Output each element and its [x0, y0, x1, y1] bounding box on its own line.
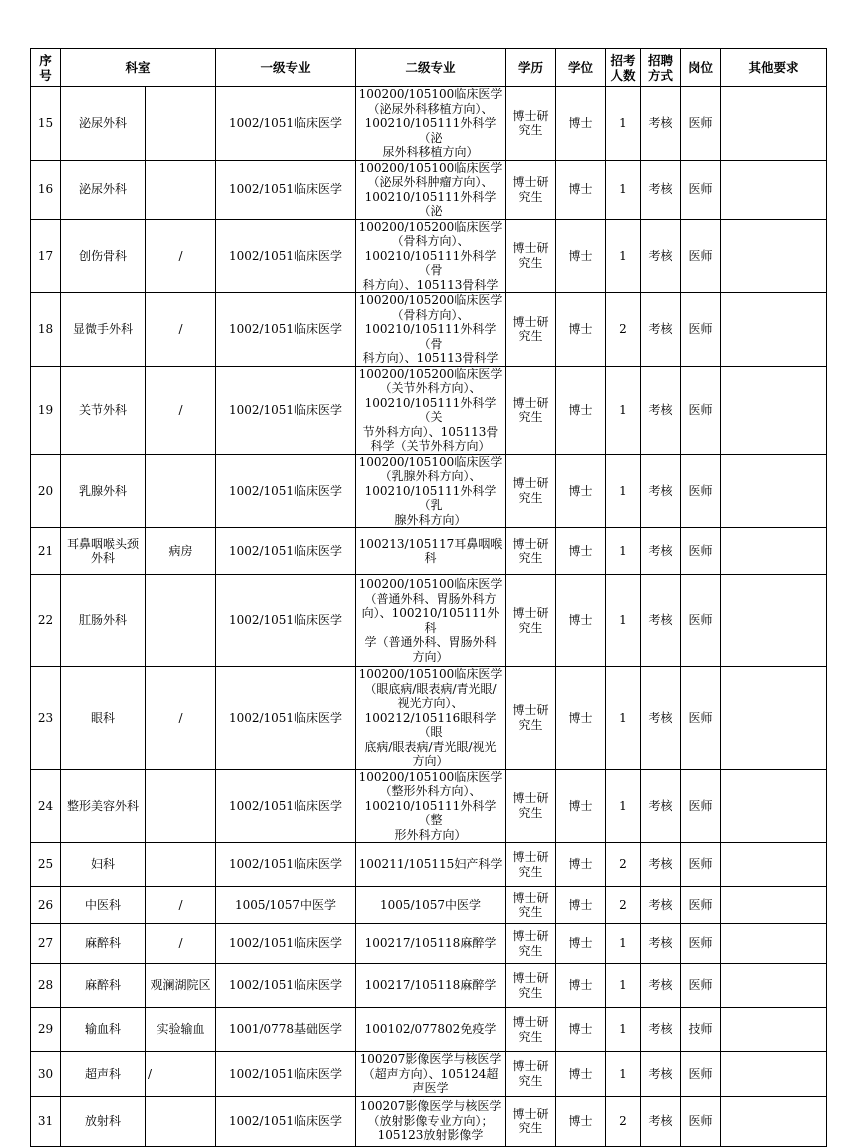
cell-education: 博士研 究生 — [506, 924, 556, 964]
cell-education: 博士研 究生 — [506, 964, 556, 1008]
cell-degree: 博士 — [556, 575, 606, 667]
cell-major2: 100200/105100临床医学 （眼底病/眼表病/青光眼/ 视光方向）、 100212/105116眼科学（眼 底病/眼表病/青光眼/视光 方向） — [356, 667, 506, 770]
cell-other — [721, 769, 827, 843]
cell-sub: / — [146, 667, 216, 770]
cell-other — [721, 887, 827, 924]
table-row — [31, 843, 827, 887]
cell-degree: 博士 — [556, 887, 606, 924]
cell-major1: 1002/1051临床医学 — [216, 1052, 356, 1097]
cell-position: 医师 — [681, 87, 721, 161]
cell-count: 1 — [606, 160, 641, 219]
cell-major1: 1002/1051临床医学 — [216, 1096, 356, 1146]
cell-other — [721, 528, 827, 575]
cell-position: 医师 — [681, 924, 721, 964]
cell-education: 博士研 究生 — [506, 219, 556, 293]
cell-position: 医师 — [681, 843, 721, 887]
cell-seq: 15 — [31, 87, 61, 161]
cell-count: 1 — [606, 1052, 641, 1097]
cell-other — [721, 1096, 827, 1146]
cell-degree: 博士 — [556, 924, 606, 964]
cell-major1: 1002/1051临床医学 — [216, 219, 356, 293]
cell-dept: 泌尿外科 — [61, 160, 146, 219]
cell-major2: 100200/105200临床医学 （骨科方向）、 100210/105111外科学（骨 科方向）、105113骨科学 — [356, 219, 506, 293]
cell-sub: 观澜湖院区 — [146, 964, 216, 1008]
table-row — [31, 293, 827, 367]
cell-sub: / — [146, 924, 216, 964]
cell-sub — [146, 454, 216, 528]
table-header-row — [31, 49, 827, 87]
cell-other — [721, 575, 827, 667]
cell-major2: 100200/105100临床医学 （泌尿外科移植方向）、 100210/105111外科学（泌 尿外科移植方向） — [356, 87, 506, 161]
cell-major2: 100200/105100临床医学 （乳腺外科方向）、 100210/105111外科学（乳 腺外科方向） — [356, 454, 506, 528]
table-row — [31, 160, 827, 219]
cell-seq: 31 — [31, 1096, 61, 1146]
recruitment-table — [30, 48, 827, 1147]
table-row — [31, 887, 827, 924]
cell-major2: 100217/105118麻醉学 — [356, 924, 506, 964]
cell-other — [721, 964, 827, 1008]
cell-position: 医师 — [681, 219, 721, 293]
cell-other — [721, 924, 827, 964]
table-row — [31, 769, 827, 843]
header-education: 学历 — [506, 49, 556, 87]
cell-major2: 100200/105100临床医学 （普通外科、胃肠外科方 向）、100210/105111外科 学（普通外科、胃肠外科 方向） — [356, 575, 506, 667]
cell-sub: / — [146, 1052, 216, 1097]
cell-education: 博士研 究生 — [506, 454, 556, 528]
cell-seq: 20 — [31, 454, 61, 528]
cell-education: 博士研 究生 — [506, 160, 556, 219]
cell-degree: 博士 — [556, 1096, 606, 1146]
cell-count: 1 — [606, 454, 641, 528]
header-major2: 二级专业 — [356, 49, 506, 87]
cell-major1: 1002/1051临床医学 — [216, 964, 356, 1008]
cell-seq: 19 — [31, 366, 61, 454]
cell-degree: 博士 — [556, 454, 606, 528]
cell-count: 1 — [606, 366, 641, 454]
table-row — [31, 366, 827, 454]
cell-other — [721, 160, 827, 219]
cell-degree: 博士 — [556, 87, 606, 161]
cell-count: 1 — [606, 1008, 641, 1052]
cell-major1: 1002/1051临床医学 — [216, 293, 356, 367]
cell-major2: 100200/105100临床医学 （整形外科方向）、 100210/105111外科学（整 形外科方向） — [356, 769, 506, 843]
cell-seq: 22 — [31, 575, 61, 667]
cell-major1: 1002/1051临床医学 — [216, 843, 356, 887]
cell-major1: 1002/1051临床医学 — [216, 769, 356, 843]
cell-degree: 博士 — [556, 160, 606, 219]
cell-dept: 妇科 — [61, 843, 146, 887]
cell-sub: / — [146, 887, 216, 924]
cell-major2: 1005/1057中医学 — [356, 887, 506, 924]
cell-sub — [146, 160, 216, 219]
cell-method: 考核 — [641, 528, 681, 575]
table-body — [31, 87, 827, 1147]
cell-other — [721, 293, 827, 367]
cell-method: 考核 — [641, 1096, 681, 1146]
cell-major1: 1002/1051临床医学 — [216, 575, 356, 667]
cell-seq: 30 — [31, 1052, 61, 1097]
cell-count: 1 — [606, 924, 641, 964]
cell-sub — [146, 843, 216, 887]
cell-position: 医师 — [681, 887, 721, 924]
cell-education: 博士研 究生 — [506, 528, 556, 575]
header-seq: 序 号 — [31, 49, 61, 87]
cell-count: 2 — [606, 887, 641, 924]
cell-dept: 乳腺外科 — [61, 454, 146, 528]
header-dept: 科室 — [61, 49, 216, 87]
cell-other — [721, 667, 827, 770]
cell-other — [721, 454, 827, 528]
table-row — [31, 575, 827, 667]
table-row — [31, 1052, 827, 1097]
cell-count: 2 — [606, 1096, 641, 1146]
cell-major2: 100207影像医学与核医学 （超声方向）、105124超 声医学 — [356, 1052, 506, 1097]
cell-education: 博士研 究生 — [506, 366, 556, 454]
cell-other — [721, 1052, 827, 1097]
cell-major2: 100217/105118麻醉学 — [356, 964, 506, 1008]
cell-education: 博士研 究生 — [506, 843, 556, 887]
cell-count: 1 — [606, 528, 641, 575]
cell-seq: 29 — [31, 1008, 61, 1052]
table-row — [31, 87, 827, 161]
cell-dept: 超声科 — [61, 1052, 146, 1097]
cell-sub: 实验输血 — [146, 1008, 216, 1052]
cell-method: 考核 — [641, 87, 681, 161]
cell-dept: 输血科 — [61, 1008, 146, 1052]
header-degree: 学位 — [556, 49, 606, 87]
cell-position: 技师 — [681, 1008, 721, 1052]
table-row — [31, 1096, 827, 1146]
cell-education: 博士研 究生 — [506, 575, 556, 667]
cell-degree: 博士 — [556, 964, 606, 1008]
cell-education: 博士研 究生 — [506, 769, 556, 843]
cell-major2: 100102/077802免疫学 — [356, 1008, 506, 1052]
table-row — [31, 667, 827, 770]
cell-dept: 泌尿外科 — [61, 87, 146, 161]
cell-position: 医师 — [681, 1052, 721, 1097]
cell-method: 考核 — [641, 575, 681, 667]
cell-sub: / — [146, 293, 216, 367]
cell-degree: 博士 — [556, 528, 606, 575]
cell-degree: 博士 — [556, 293, 606, 367]
cell-major1: 1002/1051临床医学 — [216, 924, 356, 964]
cell-dept: 关节外科 — [61, 366, 146, 454]
cell-degree: 博士 — [556, 769, 606, 843]
cell-seq: 16 — [31, 160, 61, 219]
cell-method: 考核 — [641, 843, 681, 887]
cell-major1: 1005/1057中医学 — [216, 887, 356, 924]
cell-count: 2 — [606, 843, 641, 887]
cell-method: 考核 — [641, 964, 681, 1008]
cell-sub — [146, 575, 216, 667]
cell-major2: 100200/105200临床医学 （关节外科方向）、 100210/105111外科学（关 节外科方向）、105113骨 科学（关节外科方向） — [356, 366, 506, 454]
cell-seq: 21 — [31, 528, 61, 575]
cell-major1: 1002/1051临床医学 — [216, 667, 356, 770]
cell-major2: 100200/105100临床医学 （泌尿外科肿瘤方向）、 100210/105111外科学（泌 — [356, 160, 506, 219]
table-row — [31, 1008, 827, 1052]
cell-position: 医师 — [681, 366, 721, 454]
cell-dept: 耳鼻咽喉头颈 外科 — [61, 528, 146, 575]
cell-major2: 100211/105115妇产科学 — [356, 843, 506, 887]
cell-degree: 博士 — [556, 219, 606, 293]
cell-method: 考核 — [641, 219, 681, 293]
cell-method: 考核 — [641, 366, 681, 454]
cell-major2: 100207影像医学与核医学 （放射影像专业方向）； 105123放射影像学 — [356, 1096, 506, 1146]
cell-method: 考核 — [641, 667, 681, 770]
cell-education: 博士研 究生 — [506, 1096, 556, 1146]
table-row — [31, 964, 827, 1008]
cell-count: 1 — [606, 964, 641, 1008]
cell-major1: 1002/1051临床医学 — [216, 528, 356, 575]
cell-other — [721, 843, 827, 887]
cell-dept: 整形美容外科 — [61, 769, 146, 843]
cell-position: 医师 — [681, 293, 721, 367]
cell-count: 1 — [606, 667, 641, 770]
cell-other — [721, 366, 827, 454]
cell-sub: / — [146, 366, 216, 454]
cell-other — [721, 1008, 827, 1052]
cell-dept: 麻醉科 — [61, 924, 146, 964]
cell-sub — [146, 87, 216, 161]
cell-dept: 显微手外科 — [61, 293, 146, 367]
cell-method: 考核 — [641, 160, 681, 219]
cell-position: 医师 — [681, 964, 721, 1008]
cell-education: 博士研 究生 — [506, 1008, 556, 1052]
cell-position: 医师 — [681, 575, 721, 667]
cell-seq: 23 — [31, 667, 61, 770]
cell-dept: 肛肠外科 — [61, 575, 146, 667]
cell-seq: 25 — [31, 843, 61, 887]
cell-dept: 创伤骨科 — [61, 219, 146, 293]
cell-major1: 1002/1051临床医学 — [216, 87, 356, 161]
cell-education: 博士研 究生 — [506, 1052, 556, 1097]
table-row — [31, 528, 827, 575]
cell-education: 博士研 究生 — [506, 667, 556, 770]
cell-seq: 18 — [31, 293, 61, 367]
cell-education: 博士研 究生 — [506, 87, 556, 161]
cell-education: 博士研 究生 — [506, 293, 556, 367]
cell-seq: 27 — [31, 924, 61, 964]
cell-position: 医师 — [681, 160, 721, 219]
cell-major2: 100213/105117耳鼻咽喉科 — [356, 528, 506, 575]
cell-degree: 博士 — [556, 667, 606, 770]
cell-other — [721, 219, 827, 293]
cell-method: 考核 — [641, 454, 681, 528]
cell-position: 医师 — [681, 667, 721, 770]
cell-major1: 1001/0778基础医学 — [216, 1008, 356, 1052]
cell-position: 医师 — [681, 454, 721, 528]
cell-position: 医师 — [681, 1096, 721, 1146]
cell-method: 考核 — [641, 887, 681, 924]
cell-method: 考核 — [641, 924, 681, 964]
cell-sub: / — [146, 219, 216, 293]
cell-other — [721, 87, 827, 161]
header-method: 招聘 方式 — [641, 49, 681, 87]
cell-dept: 中医科 — [61, 887, 146, 924]
cell-degree: 博士 — [556, 366, 606, 454]
cell-position: 医师 — [681, 769, 721, 843]
header-other: 其他要求 — [721, 49, 827, 87]
cell-seq: 24 — [31, 769, 61, 843]
cell-sub — [146, 769, 216, 843]
cell-sub: 病房 — [146, 528, 216, 575]
cell-count: 1 — [606, 575, 641, 667]
cell-count: 2 — [606, 293, 641, 367]
cell-dept: 眼科 — [61, 667, 146, 770]
cell-method: 考核 — [641, 769, 681, 843]
header-count: 招考 人数 — [606, 49, 641, 87]
cell-dept: 麻醉科 — [61, 964, 146, 1008]
cell-sub — [146, 1096, 216, 1146]
cell-count: 1 — [606, 769, 641, 843]
cell-method: 考核 — [641, 1052, 681, 1097]
cell-method: 考核 — [641, 293, 681, 367]
cell-major2: 100200/105200临床医学 （骨科方向）、 100210/105111外科学（骨 科方向）、105113骨科学 — [356, 293, 506, 367]
cell-degree: 博士 — [556, 1008, 606, 1052]
cell-count: 1 — [606, 219, 641, 293]
table-row — [31, 219, 827, 293]
cell-major1: 1002/1051临床医学 — [216, 454, 356, 528]
cell-major1: 1002/1051临床医学 — [216, 366, 356, 454]
cell-degree: 博士 — [556, 1052, 606, 1097]
cell-count: 1 — [606, 87, 641, 161]
cell-seq: 17 — [31, 219, 61, 293]
cell-dept: 放射科 — [61, 1096, 146, 1146]
header-position: 岗位 — [681, 49, 721, 87]
cell-major1: 1002/1051临床医学 — [216, 160, 356, 219]
table-row — [31, 924, 827, 964]
header-major1: 一级专业 — [216, 49, 356, 87]
cell-position: 医师 — [681, 528, 721, 575]
cell-seq: 26 — [31, 887, 61, 924]
cell-seq: 28 — [31, 964, 61, 1008]
cell-method: 考核 — [641, 1008, 681, 1052]
cell-degree: 博士 — [556, 843, 606, 887]
cell-education: 博士研 究生 — [506, 887, 556, 924]
table-row — [31, 454, 827, 528]
